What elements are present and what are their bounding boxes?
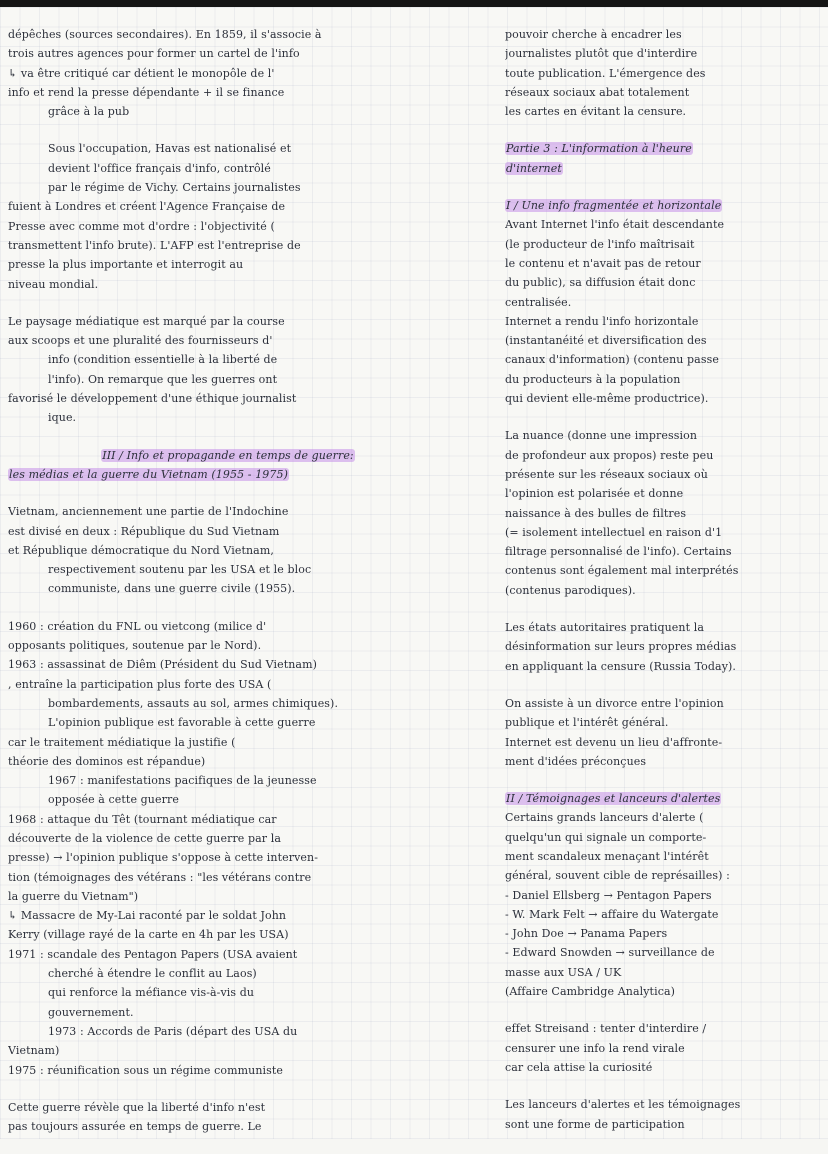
paragraph-occupation-afp bbox=[8, 139, 448, 293]
text-line: presse la plus importante et interrogit au bbox=[8, 258, 244, 272]
text-line: Internet est devenu un lieu d'affronte- bbox=[505, 735, 723, 749]
text-line: quelqu'un qui signale un comporte- bbox=[505, 830, 707, 844]
text-line: ment scandaleux menaçant l'intérêt bbox=[505, 849, 709, 863]
paragraph-havas-cartel bbox=[8, 25, 448, 121]
text-line: opposants politiques, soutenue par le Nord). bbox=[8, 639, 262, 653]
text-line: naissance à des bulles de filtres bbox=[505, 506, 687, 520]
top-border bbox=[0, 0, 828, 7]
text-line: 1967 : manifestations pacifiques de la jeunesse bbox=[48, 774, 317, 788]
paragraph-vietnam-timeline bbox=[8, 617, 448, 1080]
paragraph-etats-autoritaires bbox=[505, 618, 823, 676]
text-line: 1973 : Accords de Paris (départ des USA du bbox=[48, 1024, 298, 1038]
text-line: (instantanéité et diversification des bbox=[505, 334, 707, 348]
text-line: contenus sont également mal interprétés bbox=[505, 564, 739, 578]
paragraph-pouvoir-encadrer bbox=[505, 25, 823, 121]
text-line: favorisé le développement d'une éthique journalist bbox=[8, 392, 297, 406]
text-line: 1975 : réunification sous un régime communiste bbox=[8, 1063, 284, 1077]
text-line: par le régime de Vichy. Certains journalistes bbox=[48, 181, 301, 195]
text-line: théorie des dominos est répandue) bbox=[8, 754, 206, 768]
paragraph-vietnam-division bbox=[8, 502, 448, 598]
paragraph-divorce-opinion bbox=[505, 694, 823, 771]
text-line: censurer une info la rend virale bbox=[505, 1041, 685, 1055]
text-line: ↳ Massacre de My-Lai raconté par le soldat John bbox=[8, 909, 287, 923]
right-column bbox=[505, 25, 823, 1152]
text-line: fuient à Londres et créent l'Agence Française de bbox=[8, 200, 286, 214]
text-line: toute publication. L'émergence des bbox=[505, 66, 706, 80]
text-line: 1963 : assassinat de Diêm (Président du Sud Vietnam) bbox=[8, 658, 318, 672]
text-line: Cette guerre révèle que la liberté d'info n'est bbox=[8, 1100, 266, 1114]
section-heading-vietnam bbox=[8, 446, 448, 485]
text-line: (= isolement intellectuel en raison d'1 bbox=[505, 525, 723, 539]
text-line: publique et l'intérêt général. bbox=[505, 716, 669, 730]
text-line: les cartes en évitant la censure. bbox=[505, 105, 687, 119]
subheading-line: II / Témoignages et lanceurs d'alertes bbox=[506, 792, 721, 806]
text-line: du producteurs à la population bbox=[505, 372, 681, 386]
text-line: bombardements, assauts au sol, armes chimiques). bbox=[48, 696, 339, 710]
list-item: - Daniel Ellsberg → Pentagon Papers bbox=[505, 888, 712, 902]
paragraph-lanceurs-alerte bbox=[505, 789, 823, 1001]
text-line: Avant Internet l'info était descendante bbox=[505, 218, 725, 232]
text-line: (contenus parodiques). bbox=[505, 583, 636, 597]
paragraph-effet-streisand bbox=[505, 1019, 823, 1077]
text-line: (Affaire Cambridge Analytica) bbox=[505, 985, 676, 999]
text-line: , entraîne la participation plus forte des USA ( bbox=[8, 677, 272, 691]
text-line: filtrage personnalisé de l'info). Certains bbox=[505, 545, 732, 559]
text-line: gouvernement. bbox=[48, 1005, 134, 1019]
text-line: ment d'idées préconçues bbox=[505, 754, 647, 768]
text-line: trois autres agences pour former un cartel de l'info bbox=[8, 47, 300, 61]
text-line: est divisé en deux : République du Sud Vietnam bbox=[8, 524, 280, 538]
text-line: la guerre du Vietnam") bbox=[8, 889, 139, 903]
text-line: Sous l'occupation, Havas est nationalisé et bbox=[48, 142, 292, 156]
paragraph-participation bbox=[505, 1095, 823, 1134]
text-line: l'opinion est polarisée et donne bbox=[505, 487, 684, 501]
text-line: et République démocratique du Nord Vietnam, bbox=[8, 543, 274, 557]
text-line: en appliquant la censure (Russia Today). bbox=[505, 659, 737, 673]
text-line: général, souvent cible de représailles) : bbox=[505, 869, 730, 883]
text-line: tion (témoignages des vétérans : "les vétérans contre bbox=[8, 870, 312, 884]
text-line: ique. bbox=[48, 411, 77, 425]
paragraph-conclusion-guerre bbox=[8, 1098, 448, 1137]
text-line: respectivement soutenu par les USA et le bloc bbox=[48, 563, 312, 577]
list-item: - W. Mark Felt → affaire du Watergate bbox=[505, 907, 719, 921]
text-line: info et rend la presse dépendante + il se finance bbox=[8, 85, 285, 99]
list-item: - Edward Snowden → surveillance de bbox=[505, 946, 715, 960]
text-line: qui devient elle-même productrice). bbox=[505, 392, 709, 406]
text-line: communiste, dans une guerre civile (1955). bbox=[48, 582, 296, 596]
text-line: aux scoops et une pluralité des fournisseurs d' bbox=[8, 334, 273, 348]
text-line: niveau mondial. bbox=[8, 277, 99, 291]
list-item: - John Doe → Panama Papers bbox=[505, 927, 668, 941]
text-line: 1960 : création du FNL ou vietcong (milice d' bbox=[8, 619, 267, 633]
text-line: devient l'office français d'info, contrôlé bbox=[48, 161, 271, 175]
text-line: masse aux USA / UK bbox=[505, 965, 622, 979]
text-line: le contenu et n'avait pas de retour bbox=[505, 256, 701, 270]
text-line: présente sur les réseaux sociaux où bbox=[505, 467, 708, 481]
text-line: opposée à cette guerre bbox=[48, 793, 179, 807]
text-line: du public), sa diffusion était donc bbox=[505, 276, 696, 290]
text-line: car cela attise la curiosité bbox=[505, 1060, 653, 1074]
heading-line: les médias et la guerre du Vietnam (1955 - 1975) bbox=[9, 467, 288, 481]
text-line: presse) → l'opinion publique s'oppose à cette interven- bbox=[8, 851, 319, 865]
text-line: qui renforce la méfiance vis-à-vis du bbox=[48, 986, 255, 1000]
subheading-line: I / Une info fragmentée et horizontale bbox=[506, 199, 722, 213]
paragraph-paysage-mediatique bbox=[8, 312, 448, 428]
text-line: transmettent l'info brute). L'AFP est l'entreprise de bbox=[8, 238, 301, 252]
text-line: pouvoir cherche à encadrer les bbox=[505, 28, 682, 41]
text-line: canaux d'information) (contenu passe bbox=[505, 353, 719, 367]
text-line: car le traitement médiatique la justifie ( bbox=[8, 735, 236, 749]
text-line: On assiste à un divorce entre l'opinion bbox=[505, 696, 724, 710]
text-line: réseaux sociaux abat totalement bbox=[505, 85, 690, 99]
text-line: Kerry (village rayé de la carte en 4h par les USA) bbox=[8, 928, 289, 942]
text-line: journalistes plutôt que d'interdire bbox=[505, 47, 698, 61]
text-line: Internet a rendu l'info horizontale bbox=[505, 314, 699, 328]
heading-line: III / Info et propagande en temps de guerre: bbox=[102, 448, 354, 462]
text-line: 1971 : scandale des Pentagon Papers (USA avaient bbox=[8, 947, 298, 961]
text-line: désinformation sur leurs propres médias bbox=[505, 640, 737, 654]
text-line: cherché à étendre le conflit au Laos) bbox=[48, 967, 257, 981]
section-heading-partie-3 bbox=[505, 139, 823, 178]
text-line: (le producteur de l'info maîtrisait bbox=[505, 237, 695, 251]
text-line: Vietnam, anciennement une partie de l'Indochine bbox=[8, 505, 289, 519]
heading-line: Partie 3 : L'information à l'heure bbox=[506, 142, 692, 156]
text-line: ↳ va être critiqué car détient le monopôle de l' bbox=[8, 66, 275, 80]
text-line: 1968 : attaque du Têt (tournant médiatique car bbox=[8, 812, 277, 826]
text-line: effet Streisand : tenter d'interdire / bbox=[505, 1022, 707, 1036]
paragraph-nuance-bulles bbox=[505, 426, 823, 600]
text-line: La nuance (donne une impression bbox=[505, 429, 698, 443]
text-line: Vietnam) bbox=[8, 1044, 60, 1058]
paragraph-info-horizontale bbox=[505, 196, 823, 408]
text-line: l'info). On remarque que les guerres ont bbox=[48, 372, 278, 386]
text-line: grâce à la pub bbox=[48, 105, 130, 119]
heading-line: d'internet bbox=[506, 161, 562, 175]
text-line: découverte de la violence de cette guerre par la bbox=[8, 831, 282, 845]
text-line: sont une forme de participation bbox=[505, 1117, 685, 1131]
left-column bbox=[8, 25, 448, 1154]
text-line: pas toujours assurée en temps de guerre. Le bbox=[8, 1120, 262, 1134]
text-line: centralisée. bbox=[505, 295, 572, 309]
text-line: de profondeur aux propos) reste peu bbox=[505, 448, 714, 462]
notebook-page bbox=[0, 7, 828, 1139]
text-line: Les lanceurs d'alertes et les témoignages bbox=[505, 1098, 741, 1112]
text-line: info (condition essentielle à la liberté de bbox=[48, 353, 278, 367]
text-line: Le paysage médiatique est marqué par la course bbox=[8, 314, 285, 328]
text-line: Presse avec comme mot d'ordre : l'objectivité ( bbox=[8, 219, 275, 233]
text-line: Certains grands lanceurs d'alerte ( bbox=[505, 811, 704, 825]
text-line: dépêches (sources secondaires). En 1859, il s'associe à bbox=[8, 28, 322, 41]
text-line: L'opinion publique est favorable à cette guerre bbox=[48, 716, 316, 730]
text-line: Les états autoritaires pratiquent la bbox=[505, 621, 704, 635]
